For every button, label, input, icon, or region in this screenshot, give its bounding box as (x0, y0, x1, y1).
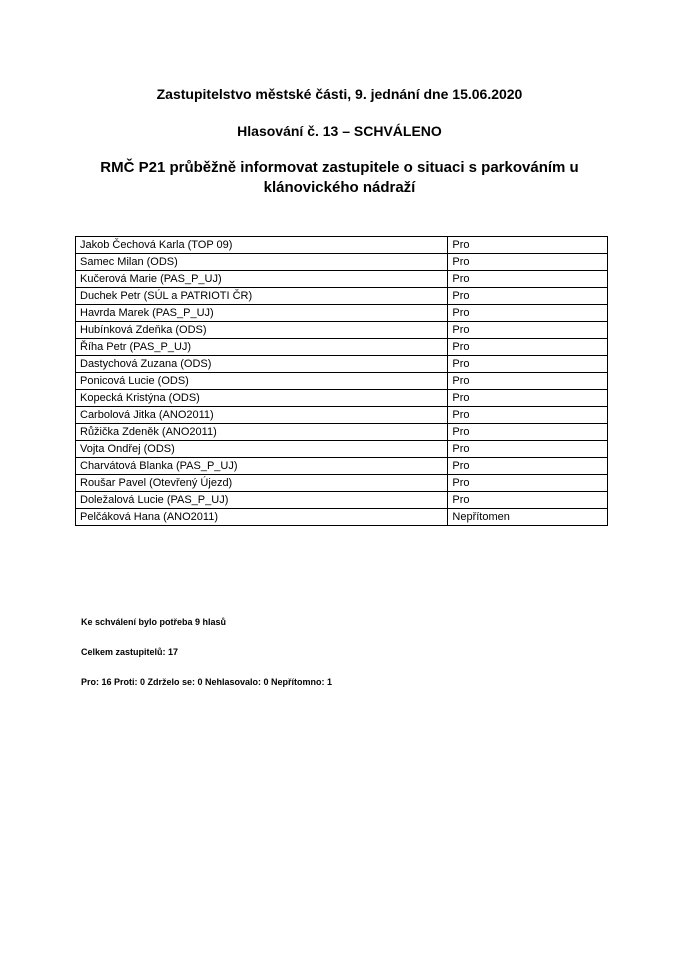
member-name: Jakob Čechová Karla (TOP 09) (76, 237, 448, 254)
table-row (76, 475, 608, 492)
table-row (76, 339, 608, 356)
table-row (76, 271, 608, 288)
member-name: Doležalová Lucie (PAS_P_UJ) (76, 492, 448, 509)
member-name: Charvátová Blanka (PAS_P_UJ) (76, 458, 448, 475)
member-vote: Pro (448, 475, 608, 492)
table-row (76, 509, 608, 526)
member-name: Duchek Petr (SÚL a PATRIOTI ČR) (76, 288, 448, 305)
votes-table (75, 236, 608, 526)
member-name: Ponicová Lucie (ODS) (76, 373, 448, 390)
member-vote: Pro (448, 407, 608, 424)
votes-needed: Ke schválení bylo potřeba 9 hlasů (81, 617, 227, 627)
member-vote: Pro (448, 390, 608, 407)
member-name: Růžička Zdeněk (ANO2011) (76, 424, 448, 441)
table-row (76, 288, 608, 305)
table-row (76, 424, 608, 441)
member-name: Vojta Ondřej (ODS) (76, 441, 448, 458)
member-name: Samec Milan (ODS) (76, 254, 448, 271)
member-name: Pelčáková Hana (ANO2011) (76, 509, 448, 526)
member-vote: Pro (448, 492, 608, 509)
table-row (76, 254, 608, 271)
meeting-title: Zastupitelstvo městské části, 9. jednání dne 15.06.2020 (156, 86, 523, 102)
member-vote: Nepřítomen (448, 509, 608, 526)
member-name: Kopecká Kristýna (ODS) (76, 390, 448, 407)
table-row (76, 492, 608, 509)
member-name: Havrda Marek (PAS_P_UJ) (76, 305, 448, 322)
table-row (76, 322, 608, 339)
table-row (76, 390, 608, 407)
member-vote: Pro (448, 305, 608, 322)
member-vote: Pro (448, 356, 608, 373)
member-name: Kučerová Marie (PAS_P_UJ) (76, 271, 448, 288)
member-vote: Pro (448, 373, 608, 390)
table-row (76, 441, 608, 458)
member-vote: Pro (448, 458, 608, 475)
member-name: Roušar Pavel (Otevřený Újezd) (76, 475, 448, 492)
member-vote: Pro (448, 288, 608, 305)
table-row (76, 373, 608, 390)
member-vote: Pro (448, 339, 608, 356)
member-vote: Pro (448, 424, 608, 441)
member-vote: Pro (448, 322, 608, 339)
member-vote: Pro (448, 271, 608, 288)
table-row (76, 305, 608, 322)
table-row (76, 407, 608, 424)
member-vote: Pro (448, 441, 608, 458)
total-members: Celkem zastupitelů: 17 (81, 647, 179, 657)
vote-subject: RMČ P21 průběžně informovat zastupitele o situaci s parkováním u klánovického nádraží (100, 159, 579, 196)
table-row (76, 237, 608, 254)
vote-title: Hlasování č. 13 – SCHVÁLENO (237, 123, 442, 139)
table-row (76, 458, 608, 475)
member-name: Carbolová Jitka (ANO2011) (76, 407, 448, 424)
vote-counts: Pro: 16 Proti: 0 Zdrželo se: 0 Nehlasovalo: 0 Nepřítomno: 1 (81, 677, 333, 687)
member-vote: Pro (448, 237, 608, 254)
member-vote: Pro (448, 254, 608, 271)
member-name: Hubínková Zdeňka (ODS) (76, 322, 448, 339)
member-name: Dastychová Zuzana (ODS) (76, 356, 448, 373)
member-name: Říha Petr (PAS_P_UJ) (76, 339, 448, 356)
table-row (76, 356, 608, 373)
